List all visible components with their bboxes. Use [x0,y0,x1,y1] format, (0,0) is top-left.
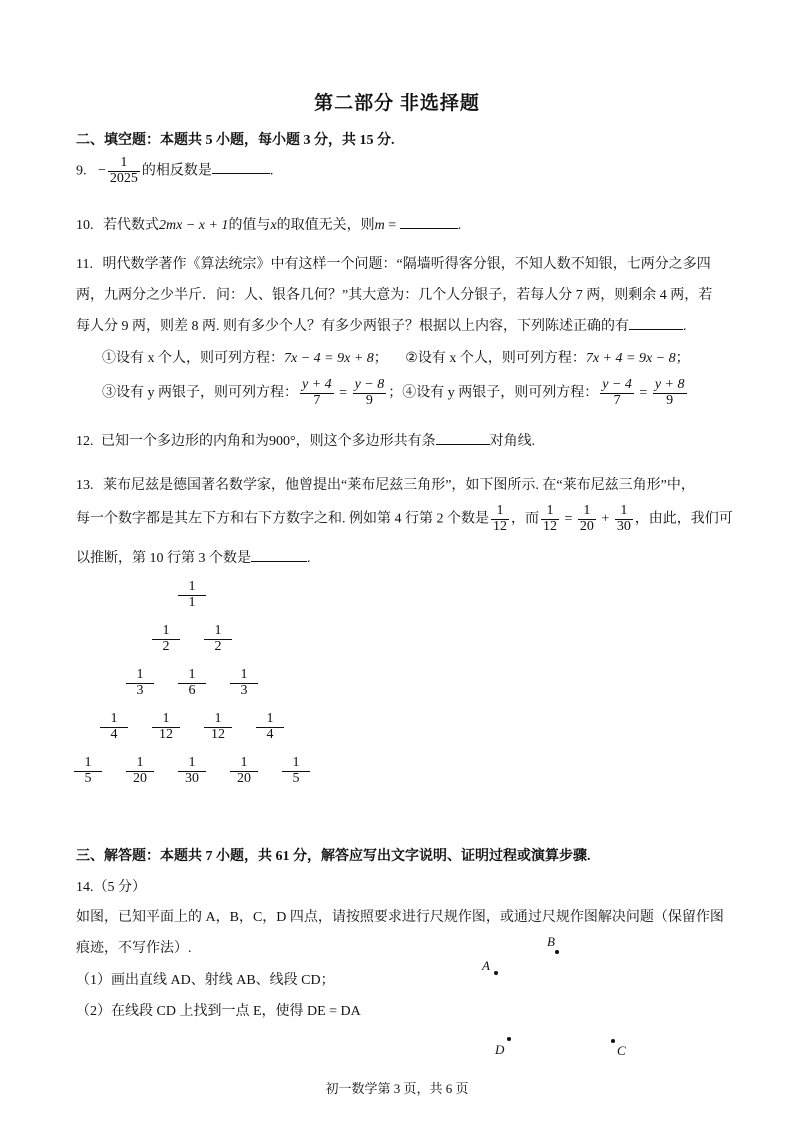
q13-line1: 莱布尼兹是德国著名数学家，他曾提出“莱布尼兹三角形”，如下图所示. 在“莱布尼兹三角形”中， [103,478,695,493]
q14-item1: （1）画出直线 AD、射线 AB、线段 CD； [76,973,335,988]
triangle-denominator: 4 [100,727,128,743]
point-b-label: B [547,934,555,949]
question-11-line-1 [76,253,711,273]
point-d [507,1037,511,1041]
q10-expression: 2mx − x + 1 [159,218,229,233]
q13-line2a: 每一个数字都是其左下方和右下方数字之和. 例如第 4 行第 2 个数是 [76,511,489,527]
triangle-numerator: 1 [162,711,170,726]
triangle-fraction [152,712,180,742]
triangle-numerator: 1 [214,711,222,726]
q11-opt3-left-fraction [300,378,334,408]
q13-number: 13. [76,478,94,493]
triangle-numerator: 1 [240,755,248,770]
q13-eq-sign: = [561,511,576,527]
triangle-denominator: 20 [126,771,154,787]
question-10: 10. 若代数式2mx − x + 1的值与x的取值无关，则m = . [76,214,461,234]
triangle-fraction [256,712,284,742]
q9-frac-bottom: 2025 [109,170,138,186]
triangle-denominator: 20 [230,771,258,787]
q13-eq-b-bottom: 20 [579,518,594,534]
q11-answer-blank[interactable] [629,315,683,330]
q13-eq-c [615,504,633,534]
q11-option-1-eq: 7x − 4 = 9x + 8 [284,351,374,366]
q10-answer-blank[interactable] [400,214,458,229]
q9-number: 9. [76,163,87,179]
q11-option-2-eq: 7x + 4 = 9x − 8 [585,351,676,366]
point-c-label: C [617,1043,626,1058]
triangle-numerator: 1 [188,667,196,682]
q11-option-2-text: ②设有 x 个人，则可列方程： [405,351,586,366]
triangle-fraction [126,756,154,786]
triangle-denominator: 12 [152,727,180,743]
q12-number: 12. [76,434,94,449]
q11-line1: 明代数学著作《算法统宗》中有这样一个问题：“隔墙听得客分银，不知人数不知银，七两分之多四 [102,257,711,272]
triangle-numerator: 1 [136,755,144,770]
triangle-numerator: 1 [240,667,248,682]
section-2-heading: 二、填空题：本题共 5 小题，每小题 3 分，共 15 分. [76,133,395,148]
triangle-numerator: 1 [214,623,222,638]
q11-opt4-left-top: y − 4 [602,377,632,392]
q13-eq-b [578,504,596,534]
q10-number: 10. [76,218,94,233]
q13-eq-a-bottom: 12 [543,518,557,534]
q10-var-x: x [270,218,277,233]
triangle-numerator: 1 [110,711,118,726]
triangle-denominator: 1 [178,595,206,611]
point-d-label: D [495,1042,505,1057]
triangle-fraction [74,756,102,786]
q10-text-3: 的取值无关，则 [276,218,375,233]
q13-eq-c-top: 1 [620,503,628,518]
q11-opt4-right-bottom: 9 [653,393,687,409]
question-9: 9. − $\frac{1}{2025}$ 的相反数是 . [76,155,274,186]
q13-line2b: ，而 [511,511,539,527]
section-3-heading: 三、解答题：本题共 7 小题，共 61 分，解答应写出文字说明、证明过程或演算步骤. [76,849,591,864]
q11-number: 11. [76,257,93,272]
triangle-denominator: 30 [178,771,206,787]
question-13-line-3: 以推断，第 10 行第 3 个数是 . [76,547,311,567]
triangle-denominator: 4 [256,727,284,743]
question-13-line-1 [76,474,695,494]
triangle-fraction [100,712,128,742]
q12-text-1: 已知一个多边形的内角和为 [101,434,269,449]
triangle-fraction [230,668,258,698]
q11-option-4-text: ；④设有 y 两银子，则可列方程： [388,385,599,401]
q14-line1: 如图，已知平面上的 A，B，C，D 四点，请按照要求进行尺规作图，或通过尺规作图解决问题（保留作图 [76,910,724,925]
q11-opt3-right-bottom: 9 [353,393,387,409]
question-13-line-2 [76,504,733,534]
point-a-label: A [482,958,490,973]
q10-var-m: m [374,218,385,233]
q13-eq-b-top: 1 [583,503,591,518]
page-title: 第二部分 非选择题 [314,93,480,114]
q11-opt4-left-fraction [600,378,634,408]
q11-opt3-left-bottom: 7 [300,393,334,409]
q13-answer-blank[interactable] [251,547,307,562]
q13-eq-a-top: 1 [546,503,554,518]
triangle-denominator: 3 [230,683,258,699]
triangle-fraction [178,580,206,610]
q11-option-3-text: ③设有 y 两银子，则可列方程： [102,385,298,401]
q14-line2: 痕迹，不写作法）. [76,941,192,956]
q12-value: 900° [269,434,296,449]
q11-line3: 每人分 9 两，则差 8 两. 则有多少个人？有多少两银子？根据以上内容，下列陈述正确的有 [76,319,629,334]
q9-answer-blank[interactable] [212,159,270,174]
triangle-fraction [178,668,206,698]
triangle-numerator: 1 [292,755,300,770]
q13-example-bottom: 12 [493,518,507,534]
q10-eq: = [384,218,400,233]
point-c [611,1039,615,1043]
point-b [555,950,559,954]
q10-text-1: 若代数式 [103,218,159,233]
point-a [494,971,498,975]
q9-text: 的相反数是 [141,163,212,179]
q11-option-1-text: ①设有 x 个人，则可列方程： [102,351,284,366]
q13-eq-a [541,504,559,534]
triangle-fraction [230,756,258,786]
question-12 [76,430,535,450]
triangle-denominator: 5 [74,771,102,787]
q11-line2: 两，九两分之少半斤．问：人、银各几何？”其大意为：几个人分银子，若每人分 7 两，则剩余 4 两，若 [76,288,713,303]
q9-frac-top: 1 [120,155,128,170]
q13-line2c: ，由此，我们可 [634,511,733,527]
question-11-line-3: 每人分 9 两，则差 8 两. 则有多少个人？有多少两银子？根据以上内容，下列陈述正确的有 . [76,315,687,335]
triangle-denominator: 5 [282,771,310,787]
page-footer: 初一数学第 3 页，共 6 页 [325,1081,469,1096]
q12-text-2: ，则这个多边形共有条 [295,434,436,449]
q14-number: 14.（5 分） [76,880,146,895]
triangle-fraction [204,624,232,654]
triangle-fraction [282,756,310,786]
q13-line3: 以推断，第 10 行第 3 个数是 [76,551,251,566]
q14-item2: （2）在线段 CD 上找到一点 E，使得 DE = DA [76,1004,361,1019]
q11-opt3-right-fraction [353,378,387,408]
q12-answer-blank[interactable] [436,430,490,445]
q11-opt4-right-fraction [653,378,687,408]
triangle-numerator: 1 [162,623,170,638]
triangle-denominator: 3 [126,683,154,699]
q13-example-top: 1 [496,503,504,518]
q11-semicolon-2: ； [675,351,690,366]
triangle-denominator: 6 [178,683,206,699]
q13-example-fraction [491,504,509,534]
triangle-numerator: 1 [266,711,274,726]
q11-options-row-2: ③设有 y 两银子，则可列方程： $\frac{y + 4}{7}$ = $\frac{y - 8}{9}$ ；④设有 y 两银子，则可列方程： $\frac{y - 4}{7}$ = $\frac{y + 8}{9}$ [102,377,685,408]
q11-semicolon-1: ； [373,351,388,366]
triangle-denominator: 2 [152,639,180,655]
triangle-fraction [178,756,206,786]
triangle-denominator: 2 [204,639,232,655]
triangle-numerator: 1 [188,579,196,594]
q9-fraction [108,156,140,186]
triangle-numerator: 1 [84,755,92,770]
q13-eq-c-bottom: 30 [616,518,631,534]
q11-opt4-right-top: y + 8 [654,377,685,392]
q13-plus-sign: + [597,511,613,527]
q11-opt4-left-bottom: 7 [600,393,634,409]
triangle-denominator: 12 [204,727,232,743]
triangle-numerator: 1 [188,755,196,770]
q9-sign: − [98,163,106,179]
q11-opt3-left-top: y + 4 [302,377,332,392]
q12-text-3: 对角线. [489,434,536,449]
triangle-fraction [126,668,154,698]
q11-opt3-right-top: y − 8 [354,377,385,392]
triangle-numerator: 1 [136,667,144,682]
q10-text-2: 的值与 [228,218,271,233]
triangle-fraction [152,624,180,654]
q11-options-row-1 [102,347,690,367]
triangle-fraction [204,712,232,742]
